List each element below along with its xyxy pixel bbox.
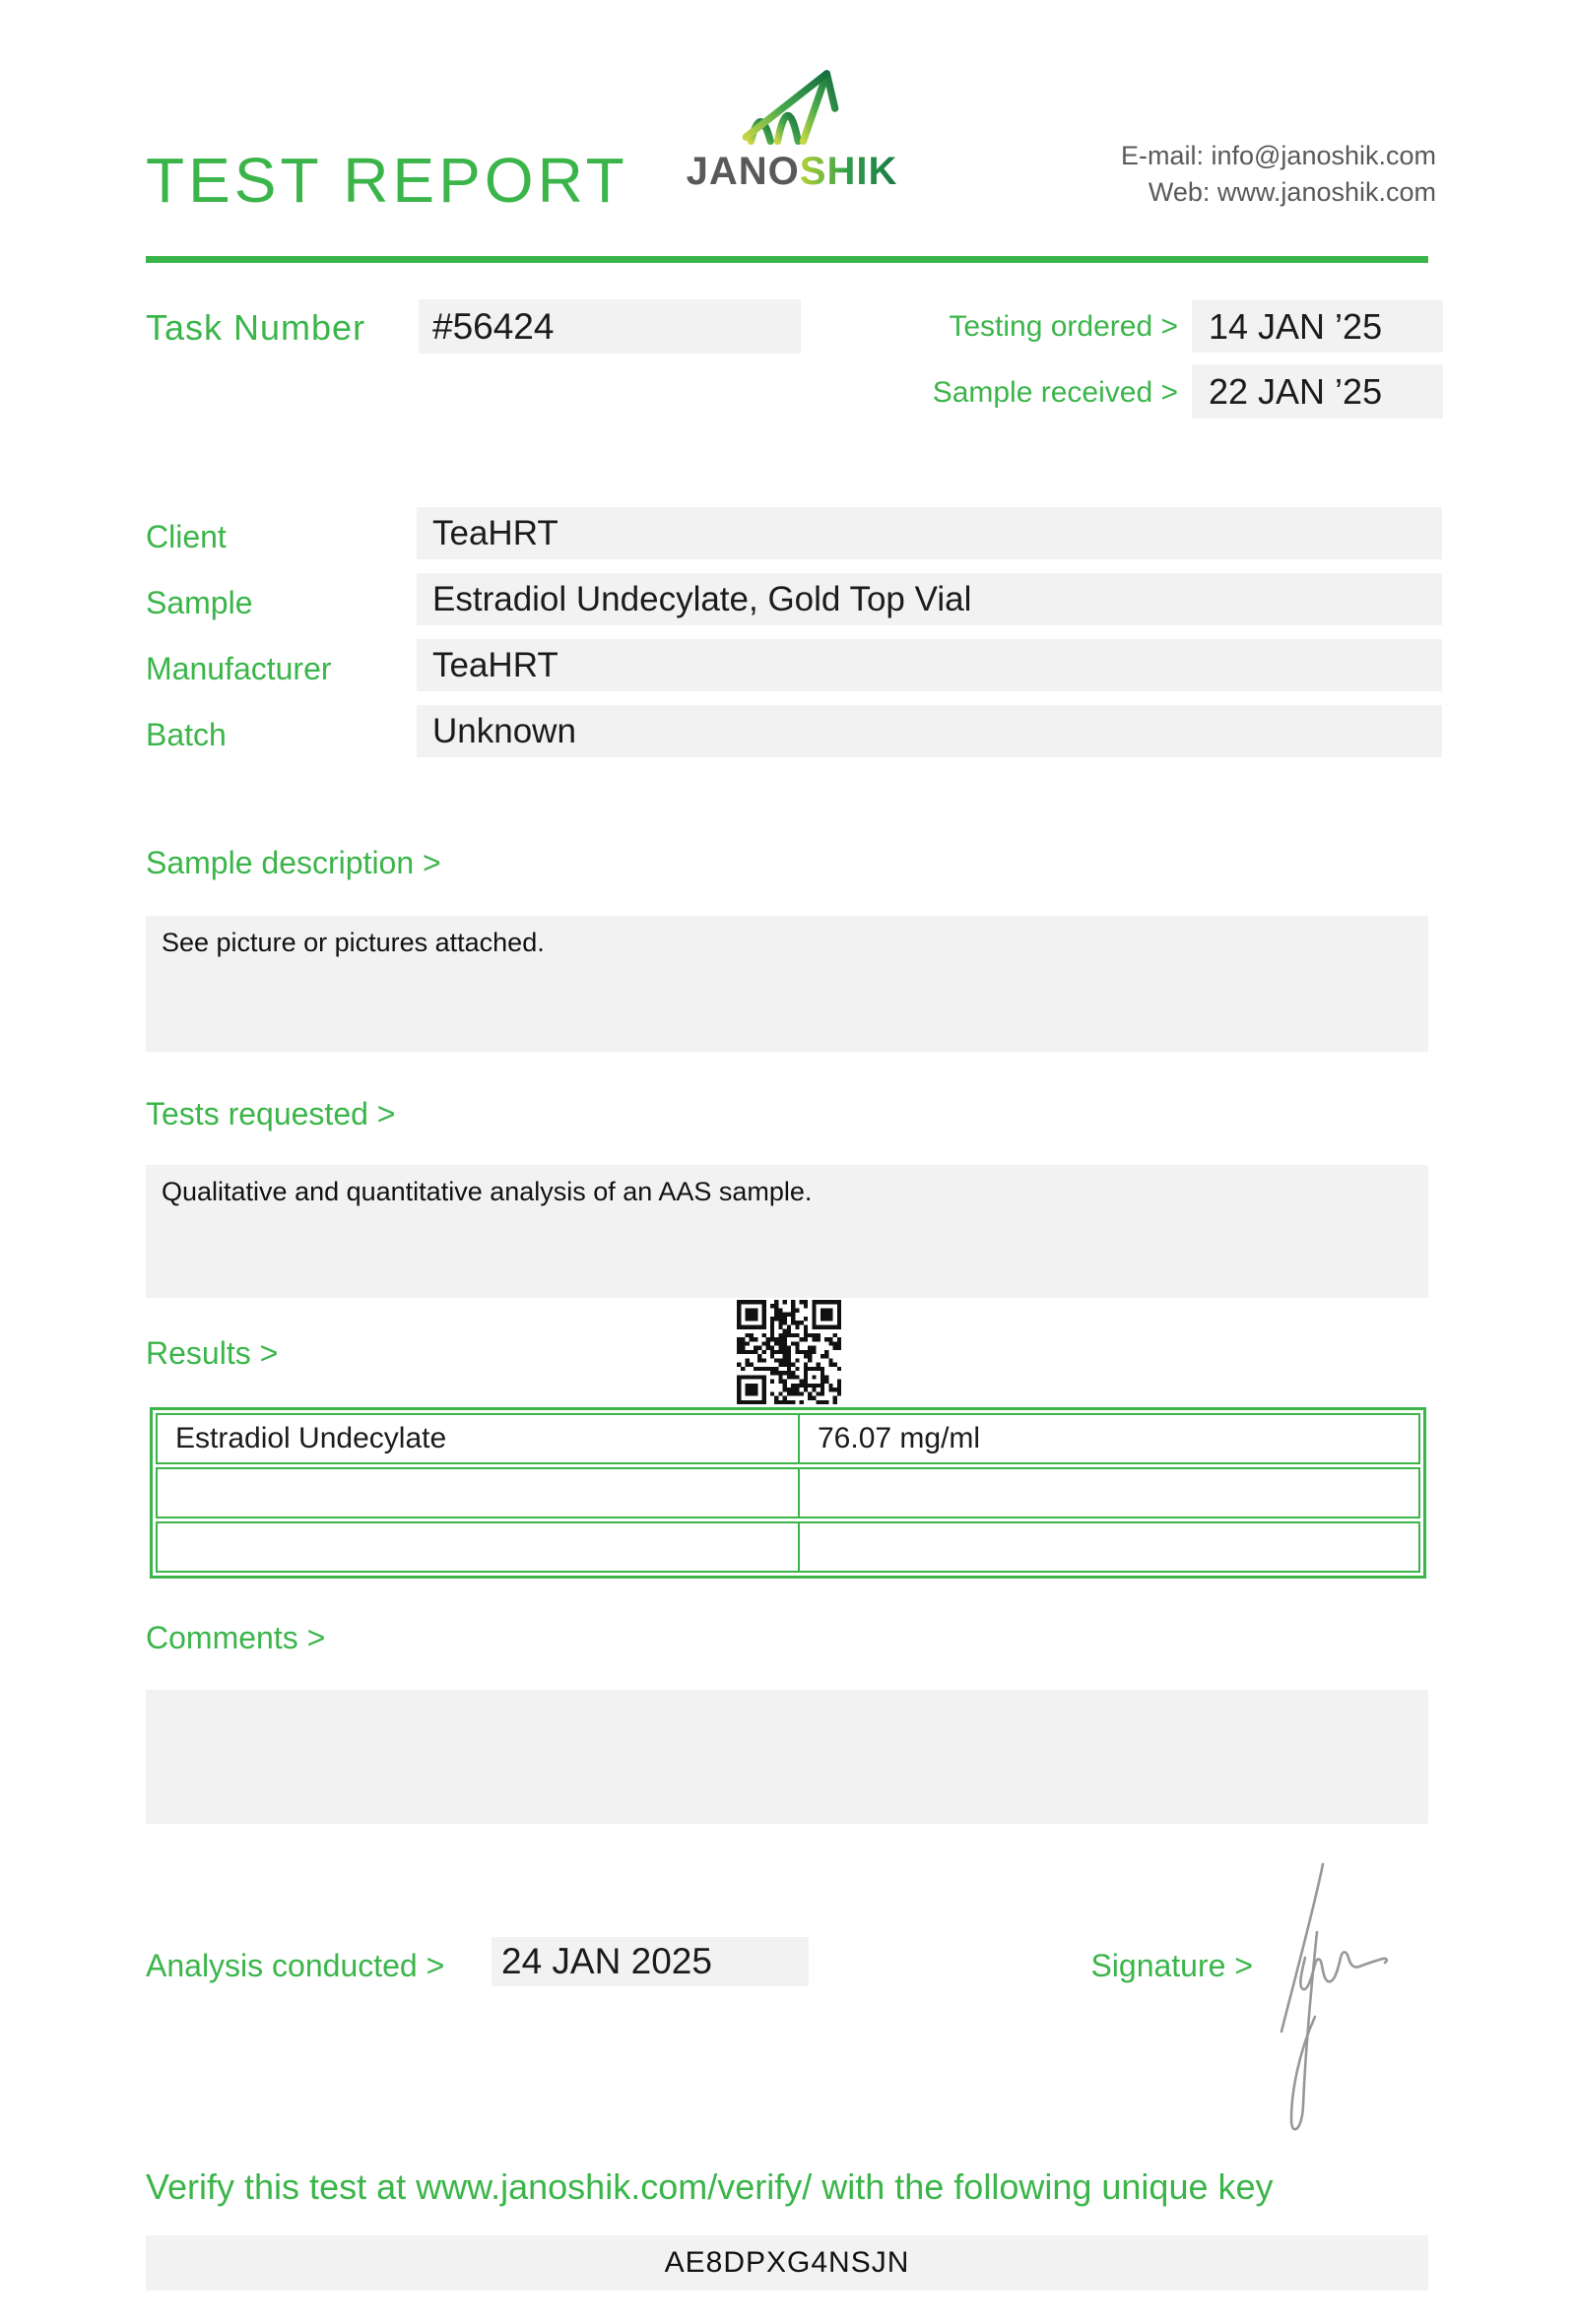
janoshik-logo — [678, 63, 906, 194]
contact-web-line — [1121, 174, 1436, 211]
verification-key: AE8DPXG4NSJN — [146, 2235, 1428, 2291]
result-analyte: Estradiol Undecylate — [158, 1415, 800, 1462]
client-value: TeaHRT — [417, 507, 1442, 559]
header-divider — [146, 256, 1428, 263]
sample-received-date: 22 JAN ’25 — [1192, 364, 1443, 419]
page-title: TEST REPORT — [146, 145, 628, 216]
sample-description-box: See picture or pictures attached. — [146, 916, 1428, 1052]
analysis-conducted-label: Analysis conducted > — [146, 1948, 445, 1983]
task-number-value: #56424 — [419, 299, 801, 354]
results-label: Results > — [146, 1335, 279, 1371]
email-label: E-mail: — [1120, 141, 1204, 170]
task-number-label: Task Number — [146, 307, 366, 348]
chart-growth-icon — [741, 63, 843, 148]
testing-ordered-date: 14 JAN ’25 — [1192, 300, 1443, 353]
analysis-date-value: 24 JAN 2025 — [492, 1937, 809, 1986]
web-value: www.janoshik.com — [1216, 177, 1436, 207]
client-label: Client — [146, 519, 227, 554]
logo-text-dark: JANO — [686, 150, 800, 193]
web-label: Web: — [1148, 177, 1211, 207]
testing-ordered-label: Testing ordered > — [949, 310, 1178, 343]
sample-label: Sample — [146, 585, 253, 620]
comments-label: Comments > — [146, 1620, 326, 1655]
table-row — [156, 1467, 1420, 1518]
result-analyte — [158, 1469, 800, 1517]
email-value: info@janoshik.com — [1211, 141, 1436, 170]
signature-label: Signature > — [1090, 1948, 1253, 1983]
sample-description-label: Sample description > — [146, 845, 441, 880]
comments-box — [146, 1690, 1428, 1824]
table-row — [156, 1413, 1420, 1464]
batch-value: Unknown — [417, 705, 1442, 757]
result-analyte — [158, 1523, 800, 1571]
results-table — [150, 1407, 1426, 1579]
result-value — [800, 1523, 1418, 1571]
table-row — [156, 1521, 1420, 1573]
sample-value: Estradiol Undecylate, Gold Top Vial — [417, 573, 1442, 625]
verify-instruction: Verify this test at www.janoshik.com/verify/ with the following unique key — [146, 2166, 1274, 2207]
manufacturer-value: TeaHRT — [417, 639, 1442, 691]
logo-text-green: SHIK — [799, 150, 898, 193]
tests-requested-box: Qualitative and quantitative analysis of an AAS sample. — [146, 1165, 1428, 1298]
contact-email-line — [1121, 138, 1436, 174]
contact-block — [1121, 138, 1436, 211]
result-value: 76.07 mg/ml — [818, 1422, 981, 1454]
batch-label: Batch — [146, 717, 227, 752]
tests-requested-label: Tests requested > — [146, 1096, 396, 1131]
logo-wordmark — [678, 150, 906, 194]
manufacturer-label: Manufacturer — [146, 651, 332, 686]
handwritten-signature — [1266, 1851, 1394, 2147]
result-value — [800, 1469, 1418, 1517]
sample-received-label: Sample received > — [932, 376, 1178, 409]
verification-qr-code — [737, 1300, 841, 1404]
